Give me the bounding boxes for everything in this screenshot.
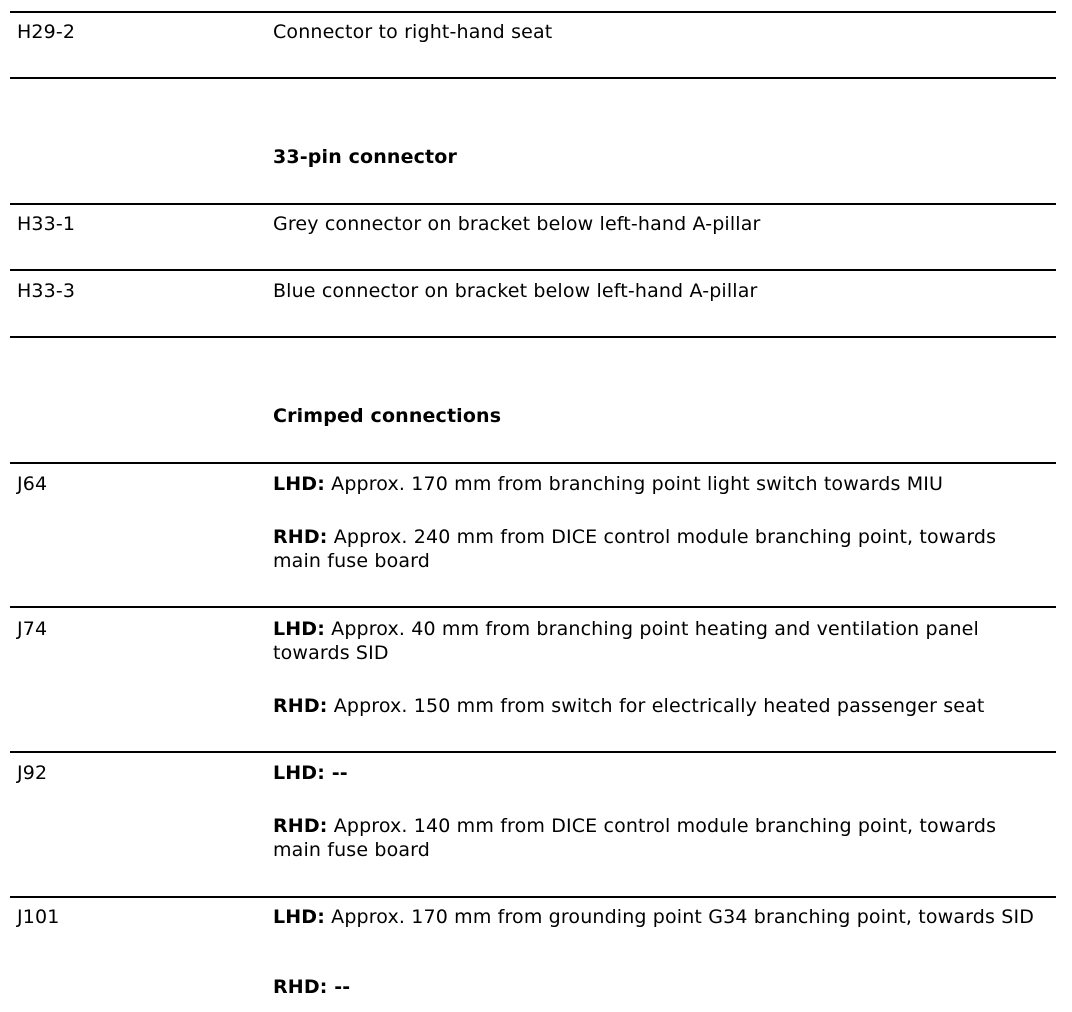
rhd-description xyxy=(273,525,1048,573)
lhd-text: Approx. 170 mm from branching point light switch towards MIU xyxy=(324,473,944,495)
connector-id: H33-1 xyxy=(17,213,76,235)
lhd-text: Approx. 40 mm from branching point heating and ventilation panel towards SID xyxy=(273,618,979,664)
rhd-label: RHD: xyxy=(273,695,328,717)
table-rule xyxy=(10,269,1056,271)
rhd-description xyxy=(273,694,1048,718)
connection-id: J101 xyxy=(17,906,60,928)
rhd-label: RHD: xyxy=(273,526,328,548)
connection-id: J92 xyxy=(17,762,48,784)
lhd-description xyxy=(273,617,1048,665)
table-rule xyxy=(10,11,1056,13)
lhd-label: LHD: -- xyxy=(273,762,348,784)
rhd-label: RHD: xyxy=(273,815,328,837)
table-rule xyxy=(10,77,1056,79)
table-rule xyxy=(10,606,1056,608)
rhd-text: Approx. 240 mm from DICE control module branching point, towards main fuse board xyxy=(273,526,997,572)
connector-description: Connector to right-hand seat xyxy=(273,21,553,43)
table-rule xyxy=(10,203,1056,205)
table-rule xyxy=(10,896,1056,898)
section-heading-crimped: Crimped connections xyxy=(273,405,502,427)
lhd-description xyxy=(273,905,1048,929)
lhd-label: LHD: xyxy=(273,618,325,640)
table-rule xyxy=(10,462,1056,464)
rhd-label: RHD: -- xyxy=(273,976,351,998)
section-heading-33-pin: 33-pin connector xyxy=(273,146,458,168)
lhd-text: Approx. 170 mm from grounding point G34 branching point, towards SID xyxy=(324,906,1034,928)
rhd-text: Approx. 140 mm from DICE control module branching point, towards main fuse board xyxy=(273,815,997,861)
lhd-label: LHD: xyxy=(273,473,325,495)
rhd-description xyxy=(273,975,1048,999)
table-rule xyxy=(10,336,1056,338)
lhd-description xyxy=(273,472,1048,496)
connector-description: Blue connector on bracket below left-hand A-pillar xyxy=(273,280,758,302)
table-rule xyxy=(10,751,1056,753)
connector-id: H33-3 xyxy=(17,280,76,302)
connection-id: J74 xyxy=(17,618,48,640)
lhd-description xyxy=(273,761,1048,785)
lhd-label: LHD: xyxy=(273,906,325,928)
connection-id: J64 xyxy=(17,473,48,495)
connector-id: H29-2 xyxy=(17,21,76,43)
rhd-text: Approx. 150 mm from switch for electrically heated passenger seat xyxy=(327,695,985,717)
connector-description: Grey connector on bracket below left-hand A-pillar xyxy=(273,213,761,235)
rhd-description xyxy=(273,814,1048,862)
